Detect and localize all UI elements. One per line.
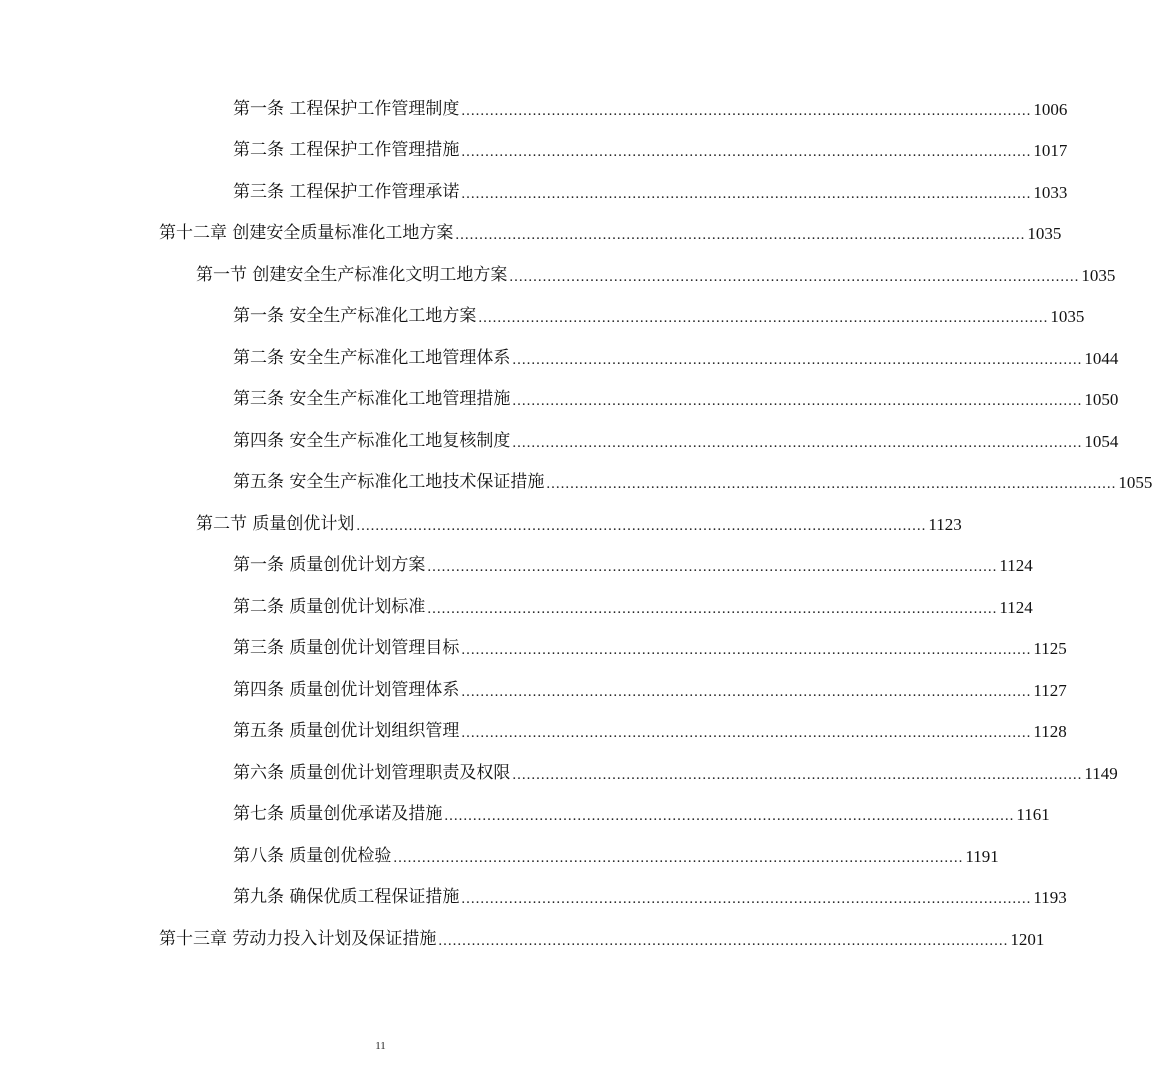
toc-entry[interactable] <box>196 255 1116 295</box>
toc-entry[interactable] <box>233 421 1119 461</box>
toc-dot-leader: ........................................................................................................................ <box>509 268 1080 285</box>
toc-entry-page: 1191 <box>965 846 999 866</box>
toc-entry-label: 第九条 确保优质工程保证措施 <box>233 887 460 907</box>
toc-entry[interactable] <box>233 587 1033 627</box>
toc-entry-label: 第四条 质量创优计划管理体系 <box>233 679 460 700</box>
toc-dot-leader: ........................................................................................................................ <box>478 310 1049 326</box>
toc-entry[interactable] <box>233 878 1067 918</box>
toc-entry-page: 1033 <box>1033 182 1068 202</box>
toc-entry-label: 第五条 安全生产标准化工地技术保证措施 <box>233 472 545 492</box>
page-number: 11 <box>375 1040 386 1052</box>
toc-entry[interactable] <box>233 712 1067 752</box>
toc-entry-label: 第三条 安全生产标准化工地管理措施 <box>233 389 511 409</box>
toc-entry-page: 1193 <box>1033 888 1067 907</box>
toc-entry[interactable] <box>233 463 1152 503</box>
toc-entry[interactable] <box>233 89 1068 129</box>
toc-entry[interactable] <box>233 629 1067 669</box>
toc-dot-leader: ........................................................................................................................ <box>461 185 1032 202</box>
toc-entry-page: 1149 <box>1084 763 1118 783</box>
toc-dot-leader: ........................................................................................................................ <box>546 476 1117 492</box>
toc-entry-label: 第八条 质量创优检验 <box>233 845 392 866</box>
toc-entry-label: 第二条 质量创优计划标准 <box>233 596 426 617</box>
toc-dot-leader: ........................................................................................................................ <box>461 683 1032 700</box>
toc-dot-leader: ........................................................................................................................ <box>461 144 1032 160</box>
toc-entry[interactable] <box>233 131 1068 171</box>
toc-entry-label: 第一条 工程保护工作管理制度 <box>233 98 460 119</box>
toc-entry[interactable] <box>159 919 1045 959</box>
toc-entry-page: 1128 <box>1033 722 1067 741</box>
toc-dot-leader: ........................................................................................................................ <box>393 849 964 866</box>
toc-entry-label: 第一条 安全生产标准化工地方案 <box>233 306 477 326</box>
toc-entry[interactable] <box>233 795 1050 835</box>
toc-dot-leader: ........................................................................................................................ <box>512 393 1083 409</box>
toc-entry[interactable] <box>233 670 1067 710</box>
toc-dot-leader: ........................................................................................................................ <box>461 725 1032 741</box>
toc-entry-page: 1124 <box>999 556 1033 575</box>
toc-dot-leader: ........................................................................................................................ <box>461 642 1032 658</box>
toc-entry-page: 1161 <box>1016 805 1050 824</box>
toc-entry-label: 第四条 安全生产标准化工地复核制度 <box>233 430 511 451</box>
toc-entry-page: 1124 <box>999 597 1033 617</box>
toc-entry-label: 第六条 质量创优计划管理职责及权限 <box>233 762 511 783</box>
toc-entry[interactable] <box>233 297 1085 337</box>
toc-entry[interactable] <box>233 546 1033 586</box>
toc-entry-label: 第二条 安全生产标准化工地管理体系 <box>233 347 511 368</box>
toc-dot-leader: ........................................................................................................................ <box>427 559 998 575</box>
toc-entry-page: 1125 <box>1033 639 1067 658</box>
toc-entry[interactable] <box>233 753 1118 793</box>
toc-dot-leader: ........................................................................................................................ <box>444 808 1015 824</box>
toc-entry-label: 第一条 质量创优计划方案 <box>233 555 426 575</box>
toc-dot-leader: ........................................................................................................................ <box>438 932 1009 949</box>
toc-dot-leader: ........................................................................................................................ <box>461 102 1032 119</box>
toc-entry[interactable] <box>196 504 962 544</box>
toc-entry-label: 第五条 质量创优计划组织管理 <box>233 721 460 741</box>
toc-entry[interactable] <box>233 338 1119 378</box>
toc-entry-page: 1035 <box>1027 224 1062 243</box>
toc-entry-label: 第一节 创建安全生产标准化文明工地方案 <box>196 264 508 285</box>
toc-dot-leader: ........................................................................................................................ <box>512 766 1083 783</box>
toc-dot-leader: ........................................................................................................................ <box>427 600 998 617</box>
toc-dot-leader: ........................................................................................................................ <box>356 517 927 534</box>
toc-entry-page: 1044 <box>1084 348 1119 368</box>
toc-entry[interactable] <box>233 380 1119 420</box>
toc-entry-label: 第十二章 创建安全质量标准化工地方案 <box>159 223 454 243</box>
toc-entry[interactable] <box>233 172 1068 212</box>
toc-entry-page: 1017 <box>1033 141 1068 160</box>
toc-entry-page: 1055 <box>1118 473 1152 492</box>
toc-dot-leader: ........................................................................................................................ <box>512 351 1083 368</box>
toc-entry-label: 第三条 质量创优计划管理目标 <box>233 638 460 658</box>
toc-entry[interactable] <box>159 214 1062 254</box>
toc-entry-label: 第二节 质量创优计划 <box>196 513 355 534</box>
toc-entry-page: 1006 <box>1033 99 1068 119</box>
toc-dot-leader: ........................................................................................................................ <box>455 227 1026 243</box>
toc-entry-page: 1123 <box>928 514 962 534</box>
toc-entry-page: 1035 <box>1050 307 1085 326</box>
toc-entry[interactable] <box>233 836 999 876</box>
toc-entry-label: 第三条 工程保护工作管理承诺 <box>233 181 460 202</box>
toc-dot-leader: ........................................................................................................................ <box>512 434 1083 451</box>
toc-entry-page: 1054 <box>1084 431 1119 451</box>
toc-entry-page: 1127 <box>1033 680 1067 700</box>
toc-entry-page: 1050 <box>1084 390 1119 409</box>
toc-entry-label: 第七条 质量创优承诺及措施 <box>233 804 443 824</box>
toc-entry-label: 第十三章 劳动力投入计划及保证措施 <box>159 928 437 949</box>
toc-dot-leader: ........................................................................................................................ <box>461 891 1032 907</box>
toc-entry-page: 1035 <box>1081 265 1116 285</box>
toc-entry-label: 第二条 工程保护工作管理措施 <box>233 140 460 160</box>
toc-entry-page: 1201 <box>1010 929 1045 949</box>
